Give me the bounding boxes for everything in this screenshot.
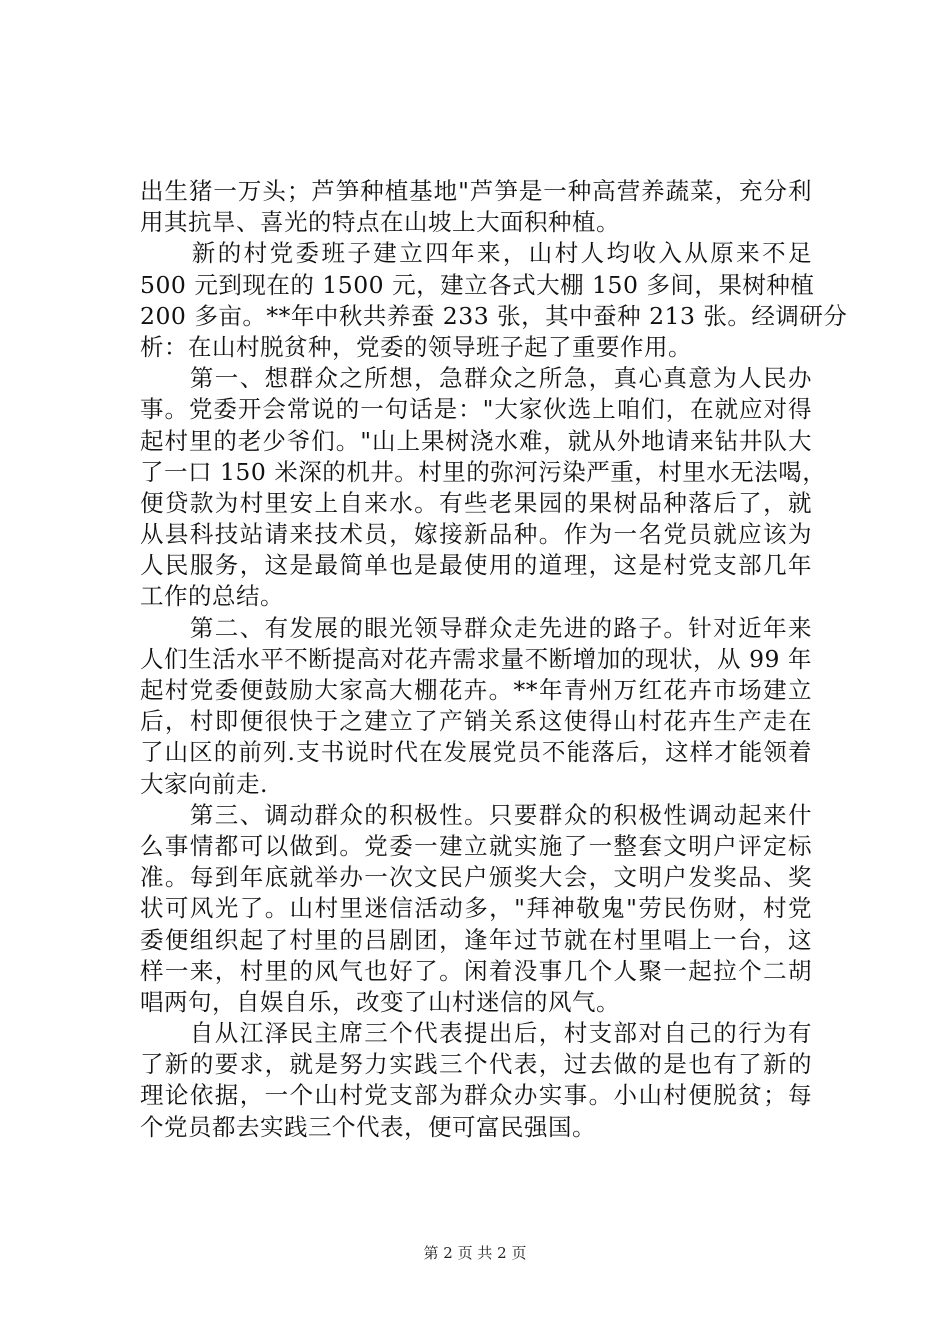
text-line: 人民服务，这是最简单也是最使用的道理，这是村党支部几年 [140,551,812,580]
text-line: 样一来，村里的风气也好了。闲着没事几个人聚一起拉个二胡 [140,956,812,985]
text-line: 从县科技站请来技术员，嫁接新品种。作为一名党员就应该为 [140,520,812,549]
text-line: 起村里的老少爷们。"山上果树浇水难，就从外地请来钻井队大 [140,426,812,455]
document-body [140,176,848,1143]
text-line: 了山区的前列.支书说时代在发展党员不能落后，这样才能领着 [140,738,812,767]
text-line: 自从江泽民主席三个代表提出后，村支部对自己的行为有 [140,1019,812,1048]
text-line: 起村党委便鼓励大家高大棚花卉。**年青州万红花卉市场建立 [140,676,812,704]
paragraph [140,613,812,800]
text-line: 了一口 150 米深的机井。村里的弥河污染严重，村里水无法喝， [140,457,827,486]
paragraph [140,238,848,363]
text-line: 个党员都去实践三个代表，便可富民强国。 [140,1112,596,1141]
text-line: 状可风光了。山村里迷信活动多，"拜神敬鬼"劳民伤财，村党 [140,894,812,923]
text-line: 理论依据，一个山村党支部为群众办实事。小山村便脱贫；每 [140,1081,812,1110]
text-line: 后，村即便很快于之建立了产销关系这使得山村花卉生产走在 [140,707,812,736]
text-line: 人们生活水平不断提高对花卉需求量不断增加的现状，从 99 年 [140,644,812,673]
text-line: 出生猪一万头；芦笋种植基地"芦笋是一种高营养蔬菜，充分利 [140,177,812,205]
text-line: 第二、有发展的眼光领导群众走先进的路子。针对近年来 [140,613,812,642]
text-line: 200 多亩。**年中秋共养蚕 233 张，其中蚕种 213 张。经调研分 [140,301,848,330]
page-footer: 第 2 页 共 2 页 [423,1244,527,1262]
text-line: 委便组织起了村里的吕剧团，逢年过节就在村里唱上一台，这 [140,925,812,954]
paragraph [140,363,827,613]
paragraph [140,176,812,238]
text-line: 用其抗旱、喜光的特点在山坡上大面积种植。 [140,208,620,237]
text-line: 大家向前走. [140,769,268,798]
text-line: 新的村党委班子建立四年来，山村人均收入从原来不足 [140,239,812,268]
text-line: 么事情都可以做到。党委一建立就实施了一整套文明户评定标 [140,831,812,860]
text-line: 析：在山村脱贫种，党委的领导班子起了重要作用。 [140,332,692,361]
text-line: 第一、想群众之所想，急群众之所急，真心真意为人民办 [140,364,812,393]
text-line: 500 元到现在的 1500 元，建立各式大棚 150 多间，果树种植 [140,270,815,299]
text-line: 唱两句，自娱自乐，改变了山村迷信的风气。 [140,987,620,1016]
text-line: 准。每到年底就举办一次文民户颁奖大会，文明户发奖品、奖 [140,863,812,892]
text-line: 便贷款为村里安上自来水。有些老果园的果树品种落后了，就 [140,488,812,517]
paragraph [140,1018,812,1143]
text-line: 工作的总结。 [140,582,284,611]
text-line: 事。党委开会常说的一句话是："大家伙选上咱们，在就应对得 [140,395,812,424]
paragraph [140,800,812,1018]
text-line: 第三、调动群众的积极性。只要群众的积极性调动起来什 [140,800,812,829]
text-line: 了新的要求，就是努力实践三个代表，过去做的是也有了新的 [140,1050,812,1079]
